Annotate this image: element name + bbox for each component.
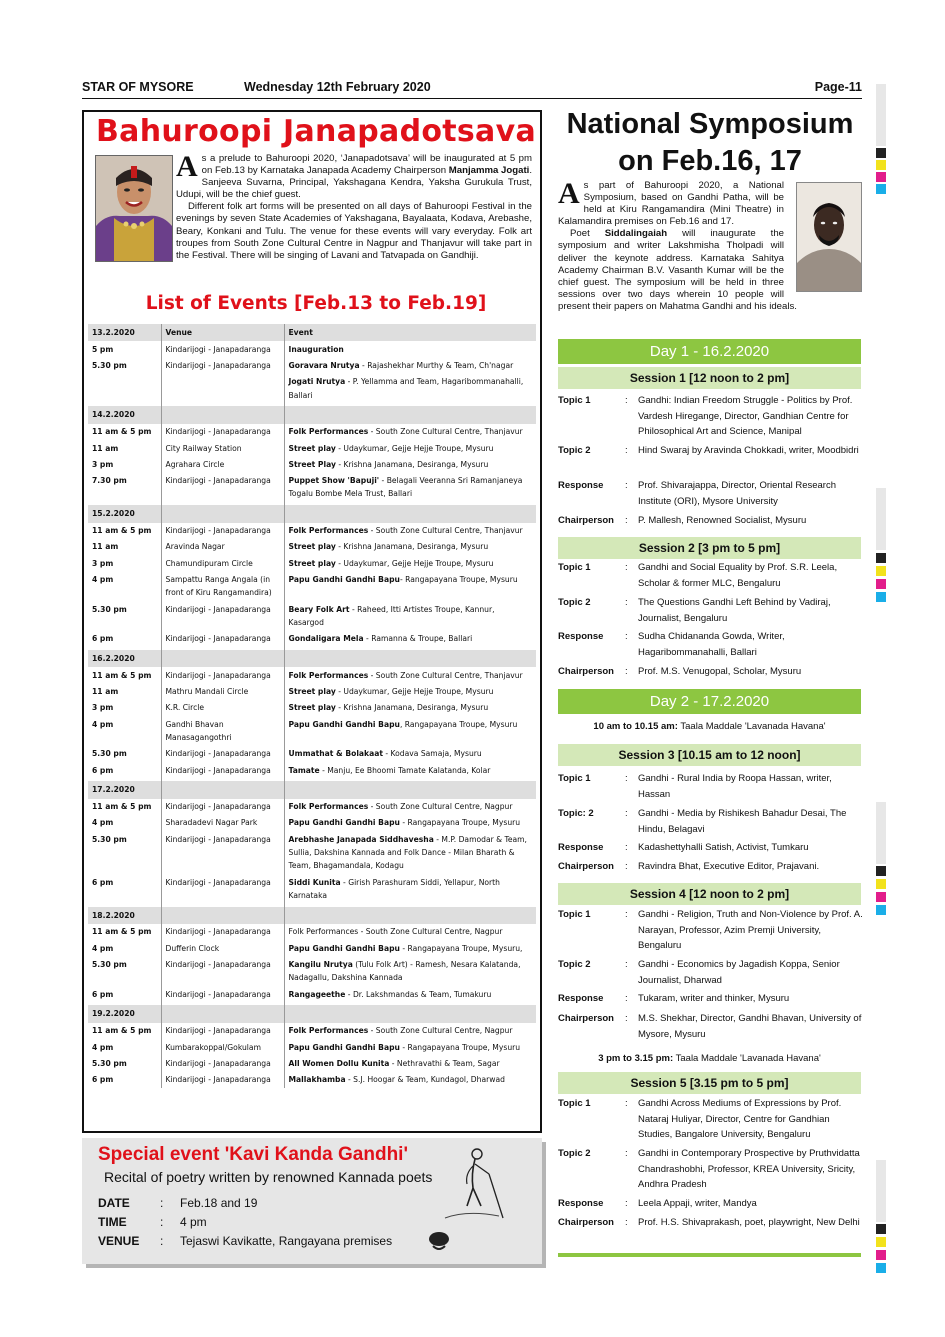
event-row: 11 am & 5 pm Kindarijogi - Janapadaranga Folk Performances - South Zone Cultural Centre, Thanjavur: [88, 424, 536, 440]
registration-black: [876, 1224, 886, 1234]
event-row: 11 am City Railway Station Street play - Udaykumar, Gejje Hejje Troupe, Mysuru: [88, 440, 536, 456]
registration-black: [876, 866, 886, 876]
dropcap-right: A: [558, 177, 580, 210]
event-row: 11 am & 5 pm Kindarijogi - Janapadaranga Folk Performances - South Zone Cultural Centre, Thanjavur: [88, 523, 536, 539]
session2-bar: Session 2 [3 pm to 5 pm]: [558, 537, 861, 559]
event-row: 3 pm Agrahara Circle Street Play - Krishna Janamana, Desiranga, Mysuru: [88, 456, 536, 472]
issue-date: Wednesday 12th February 2020: [244, 80, 431, 94]
registration-strip: [876, 802, 886, 864]
special-event-subtitle: Recital of poetry written by renowned Kannada poets: [104, 1169, 433, 1185]
registration-yellow: [876, 1237, 886, 1247]
event-row: 3 pm Chamundipuram Circle Street play - Udaykumar, Gejje Hejje Troupe, Mysuru: [88, 555, 536, 571]
session4-bar: Session 4 [12 noon to 2 pm]: [558, 883, 861, 905]
page-number: Page-11: [814, 80, 862, 94]
intro-paragraph-2: Different folk art forms will be presented on all days of Bahuroopi Festival in the evenings by seven State Academies of Yakshagana, Bayalaata, Kodava, Arebashe, Beary, Konkani and Tulu. The venue for these events will vary everyday. Folk art troupes from South Zone Cultural Centre in Nagpur and Thanjavur will take part in the Festival. There will be singing of Lavani and Tatvapada on Gandhiji.: [176, 201, 532, 261]
registration-black: [876, 148, 886, 158]
day-header-row: 14.2.2020: [88, 406, 536, 423]
event-row: 5.30 pm Kindarijogi - Janapadaranga Goravara Nrutya - Rajashekhar Murthy & Team, Ch'nagar: [88, 358, 536, 374]
registration-magenta: [876, 579, 886, 589]
event-row: 11 am Aravinda Nagar Street play - Krishna Janamana, Desiranga, Mysuru: [88, 539, 536, 555]
event-row: 5.30 pm Kindarijogi - Janapadaranga Ummathat & Bolakaat - Kodava Samaja, Mysuru: [88, 746, 536, 762]
session1-bar: Session 1 [12 noon to 2 pm]: [558, 367, 861, 389]
event-row: 5.30 pm Kindarijogi - Janapadaranga Kangilu Nrutya (Tulu Folk Art) - Ramesh, Nesara Kalatanda, Nadagallu, Dakshina Kannada: [88, 957, 536, 987]
events-heading: List of Events [Feb.13 to Feb.19]: [145, 293, 487, 314]
paper-name: STAR OF MYSORE: [82, 80, 194, 94]
registration-yellow: [876, 879, 886, 889]
special-event-title: Special event 'Kavi Kanda Gandhi': [98, 1144, 408, 1165]
event-row: 6 pm Kindarijogi - Janapadaranga Mallakhamba - S.J. Hoogar & Team, Kundagol, Dharwad: [88, 1072, 536, 1088]
registration-strip: [876, 1160, 886, 1222]
symposium-intro: As part of Bahuroopi 2020, a National Symposium, based on Gandhi Patha, will be held at Kiru Rangamandira (Mini Theatre) in Kalamandira premises on Feb.16 and 17. Poet Siddalingaiah will inaugurate the symposium and writer Lakshmisha Tholpadi will deliver the keynote address. Karnataka Sahitya Academy Chairman B.V. Vasanth Kumar will be the chief guest. The symposium will be held in three sessions over two days wherein 10 people will present their papers on Mahatma Gandhi and his ideals.: [558, 177, 797, 312]
special-event-box: Special event 'Kavi Kanda Gandhi' Recital of poetry written by renowned Kannada poets DATE : Feb.18 and 19 TIME : 4 pm VENUE : Tejaswi Kavikatte, Rangayana premises: [82, 1138, 542, 1264]
symposium-title: National Symposium on Feb.16, 17: [566, 108, 854, 177]
note-taala-maddale-1: 10 am to 10.15 am: Taala Maddale 'Lavanada Havana': [593, 721, 826, 732]
day-header-row: 18.2.2020: [88, 907, 536, 924]
registration-black: [876, 553, 886, 563]
janapadotsava-intro: As a prelude to Bahuroopi 2020, ‘Janapadotsava’ will be inaugurated at 5 pm on Feb.13 by Karnataka Janapada Academy Chairperson Manjamma Jogati. Sanjeeva Suvarna, Principal, Yakshagana Kendra, Yaksha Gurukula Trust, Udupi, will be the chief guest. Different folk art forms will be presented on all days of Bahuroopi Festival in the evenings by seven State Academies of Yakshagana, Bayalaata, Kodava, Arebashe, Beary, Konkani and Tulu. The venue for these events will vary everyday. Folk art troupes from South Zone Cultural Centre in Nagpur and Thanjavur will take part in the Festival. There will be singing of Lavani and Tatvapada on Gandhiji.: [92, 153, 532, 262]
header-rule: [82, 98, 862, 99]
event-row: 4 pm Sampattu Ranga Angala (in front of Kiru Rangamandira) Papu Gandhi Gandhi Bapu- Rangapayana Troupe, Mysuru: [88, 571, 536, 601]
janapadotsava-title: Bahuroopi Janapadotsava: [96, 114, 536, 149]
registration-cyan: [876, 905, 886, 915]
event-row: 4 pm Kumbarakoppal/Gokulam Papu Gandhi Gandhi Bapu - Rangapayana Troupe, Mysuru: [88, 1039, 536, 1055]
registration-yellow: [876, 566, 886, 576]
registration-cyan: [876, 592, 886, 602]
registration-strip: [876, 488, 886, 550]
event-row: 6 pm Kindarijogi - Janapadaranga Siddi Kunita - Girish Parashuram Siddi, Yellapur, North Karnataka: [88, 874, 536, 904]
event-row: Jogati Nrutya - P. Yellamma and Team, Hagaribommanahalli, Ballari: [88, 374, 536, 404]
gandhi-walking-sketch: [437, 1144, 507, 1224]
event-row: 4 pm Gandhi Bhavan Manasagangothri Papu Gandhi Gandhi Bapu, Rangapayana Troupe, Mysuru: [88, 716, 536, 746]
registration-magenta: [876, 892, 886, 902]
event-row: 4 pm Dufferin Clock Papu Gandhi Gandhi Bapu - Rangapayana Troupe, Mysuru,: [88, 940, 536, 956]
day1-bar: Day 1 - 16.2.2020: [558, 339, 861, 364]
event-row: 11 am & 5 pm Kindarijogi - Janapadaranga Folk Performances - South Zone Cultural Centre, Nagpur: [88, 924, 536, 940]
registration-magenta: [876, 1250, 886, 1260]
event-row: 11 am & 5 pm Kindarijogi - Janapadaranga Folk Performances - South Zone Cultural Centre, Nagpur: [88, 1023, 536, 1039]
event-row: 11 am & 5 pm Kindarijogi - Janapadaranga Folk Performances - South Zone Cultural Centre, Nagpur: [88, 799, 536, 815]
page-header: [82, 80, 862, 98]
session5-bar: Session 5 [3.15 pm to 5 pm]: [558, 1072, 861, 1094]
registration-cyan: [876, 184, 886, 194]
dropcap: A: [176, 150, 198, 183]
event-row: 5.30 pm Kindarijogi - Janapadaranga Arebhashe Janapada Siddhavesha - M.P. Damodar & Team, Sullia, Dakshina Kannada and Folk Dance - Milan Bharath & Team, Bhagamandala, Kodagu: [88, 831, 536, 874]
event-row: 6 pm Kindarijogi - Janapadaranga Rangageethe - Dr. Lakshmandas & Team, Tumakuru: [88, 986, 536, 1002]
event-row: 6 pm Kindarijogi - Janapadaranga Tamate - Manju, Ee Bhoomi Tamate Kalatanda, Kolar: [88, 762, 536, 778]
registration-yellow: [876, 160, 886, 170]
event-row: 5 pm Kindarijogi - Janapadaranga Inauguration: [88, 341, 536, 357]
ornament-icon: [427, 1230, 451, 1252]
registration-strip: [876, 84, 886, 146]
session3-bar: Session 3 [10.15 am to 12 noon]: [558, 744, 861, 766]
registration-cyan: [876, 1263, 886, 1273]
day-header-row: 13.2.2020 Venue Event: [88, 324, 536, 341]
event-row: 7.30 pm Kindarijogi - Janapadaranga Puppet Show 'Bapuji' - Belagali Veeranna Sri Ramanjaneya Togalu Bombe Mela Trust, Ballari: [88, 473, 536, 503]
day-header-row: 19.2.2020: [88, 1005, 536, 1022]
day-header-row: 16.2.2020: [88, 650, 536, 667]
day-header-row: 17.2.2020: [88, 781, 536, 798]
event-row: 4 pm Sharadadevi Nagar Park Papu Gandhi Gandhi Bapu - Rangapayana Troupe, Mysuru: [88, 815, 536, 831]
events-table: [88, 324, 536, 1088]
day-header-row: 15.2.2020: [88, 505, 536, 522]
note-taala-maddale-2: 3 pm to 3.15 pm: Taala Maddale 'Lavanada Havana': [598, 1053, 821, 1064]
event-row: 5.30 pm Kindarijogi - Janapadaranga Beary Folk Art - Raheed, Itti Artistes Troupe, Kannur, Kasargod: [88, 601, 536, 631]
event-row: 6 pm Kindarijogi - Janapadaranga Gondaligara Mela - Ramanna & Troupe, Ballari: [88, 631, 536, 647]
bottom-rule: [558, 1253, 861, 1257]
event-row: 11 am & 5 pm Kindarijogi - Janapadaranga Folk Performances - South Zone Cultural Centre, Thanjavur: [88, 667, 536, 683]
registration-magenta: [876, 172, 886, 182]
event-row: 3 pm K.R. Circle Street play - Krishna Janamana, Desiranga, Mysuru: [88, 700, 536, 716]
day2-bar: Day 2 - 17.2.2020: [558, 689, 861, 714]
event-row: 11 am Mathru Mandali Circle Street play - Udaykumar, Gejje Hejje Troupe, Mysuru: [88, 684, 536, 700]
event-row: 5.30 pm Kindarijogi - Janapadaranga All Women Dollu Kunita - Nethravathi & Team, Sagar: [88, 1055, 536, 1071]
